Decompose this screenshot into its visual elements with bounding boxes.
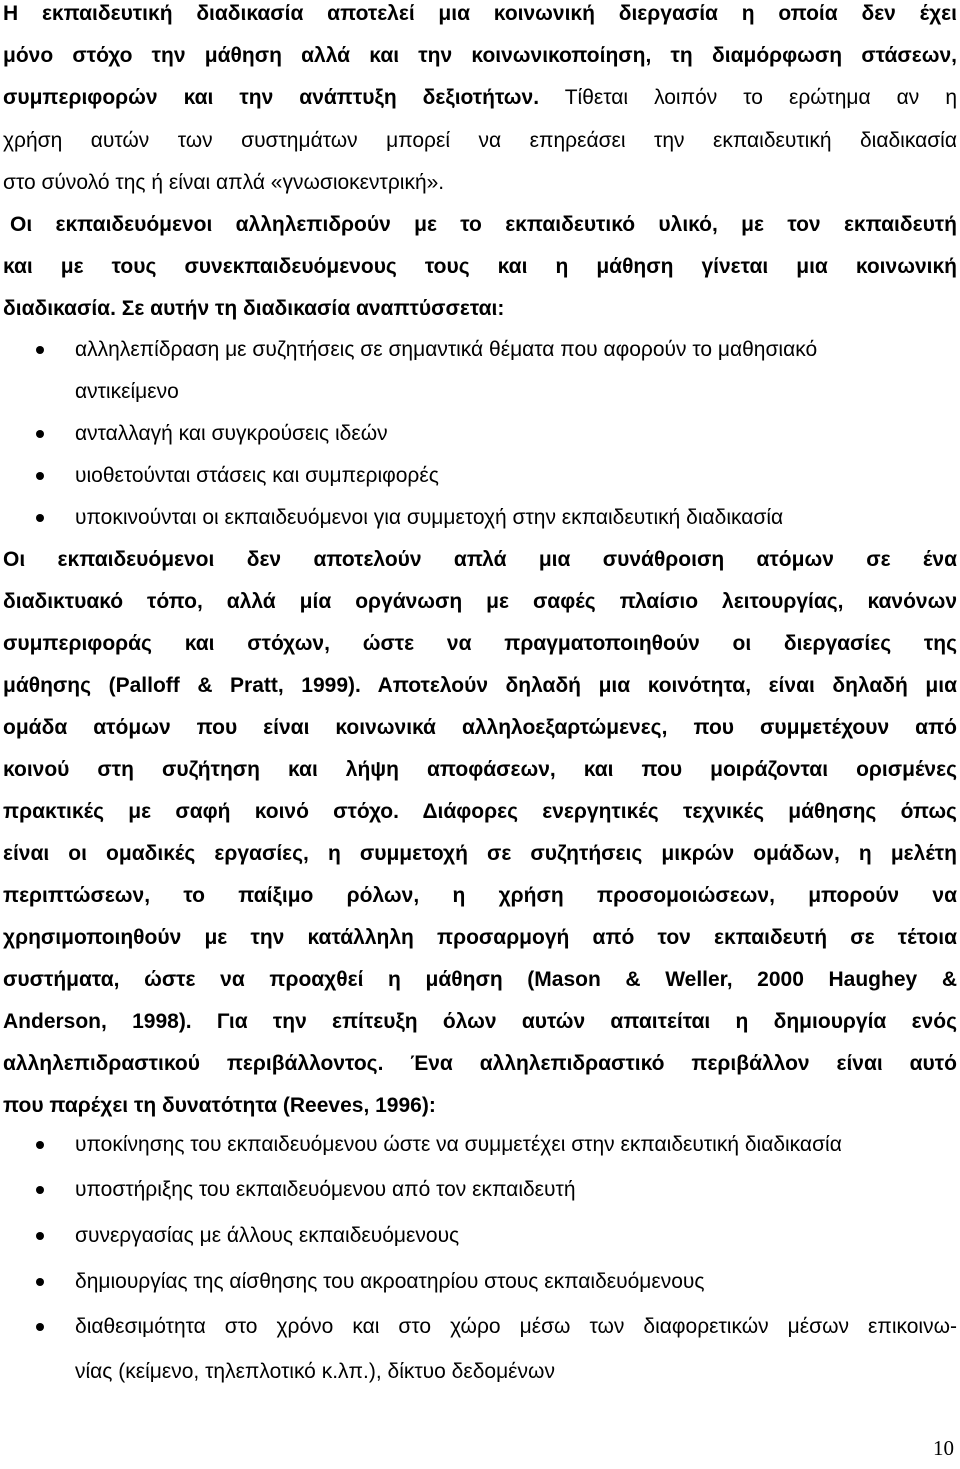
list-item-text: υποστήριξης του εκπαιδευόμενου από τον εκπαιδευτή [75, 1178, 576, 1201]
paragraph-3-line-4 [3, 672, 957, 700]
paragraph-3-line-3: συμπεριφοράς και στόχων, ώστε να πραγματοποιηθούν οι διεργασίες της [3, 632, 957, 655]
paragraph-3-line-9: περιπτώσεων, το παίξιμο ρόλων, η χρήση προσομοιώσεων, μπορούν να [3, 884, 957, 907]
paragraph-2-line-2: και με τους συνεκπαιδευόμενους τους και η μάθηση γίνεται μια κοινωνική [3, 255, 957, 278]
bullet-icon [36, 472, 44, 480]
paragraph-1-line-2: μόνο στόχο την μάθηση αλλά και την κοινωνικοποίηση, τη διαμόρφωση στάσεων, [3, 44, 957, 67]
paragraph-3-line-12 [3, 1008, 957, 1036]
paragraph-3-line-4-part-1: μάθησης (Palloff & Pratt, 1999). [3, 674, 361, 697]
bullet-icon [36, 1323, 44, 1331]
paragraph-2-line-3-bold: διαδικασία. [3, 297, 116, 320]
bullet-icon [36, 430, 44, 438]
paragraph-3-line-5: ομάδα ατόμων που είναι κοινωνικά αλληλοεξαρτώμενες, που συμμετέχουν από [3, 716, 957, 739]
list-item-text-continued: νίας (κείμενο, τηλεπλοτικό κ.λπ.), δίκτυο δεδομένων [75, 1360, 555, 1383]
bullet-icon [36, 346, 44, 354]
paragraph-3-line-1: Οι εκπαιδευόμενοι δεν αποτελούν απλά μια συνάθροιση ατόμων σε ένα [3, 548, 957, 571]
page-number: 10 [933, 1436, 954, 1460]
list-item-text: αλληλεπίδραση με συζητήσεις σε σημαντικά θέματα που αφορούν το μαθησιακό [75, 338, 818, 361]
paragraph-1-line-3 [3, 84, 957, 112]
list-item-text: υιοθετούνται στάσεις και συμπεριφορές [75, 464, 439, 487]
paragraph-3-line-13 [3, 1050, 957, 1078]
paragraph-1-line-5: στο σύνολό της ή είναι απλά «γνωσιοκεντρική». [3, 171, 445, 194]
bullet-icon [36, 1232, 44, 1240]
paragraph-2-line-3 [3, 295, 957, 323]
list-item-text: ανταλλαγή και συγκρούσεις ιδεών [75, 422, 388, 445]
paragraph-3-line-7-part-1: πρακτικές με σαφή κοινό στόχο. [3, 800, 399, 823]
paragraph-3-line-12-part-2: Για την επίτευξη όλων αυτών απαιτείται η δημιουργία ενός [191, 1010, 957, 1033]
paragraph-3-line-7 [3, 798, 957, 826]
paragraph-3-line-7-part-2: Διάφορες ενεργητικές τεχνικές μάθησης όπως [398, 800, 957, 823]
paragraph-3-line-13-part-2: Ένα αλληλεπιδραστικό περιβάλλον είναι αυτό [383, 1052, 957, 1075]
paragraph-3-line-12-part-1: Anderson, 1998). [3, 1010, 192, 1033]
paragraph-1-line-3-regular: Τίθεται λοιπόν το ερώτημα αν η [539, 86, 957, 109]
list-item-text: υποκινούνται οι εκπαιδευόμενοι για συμμετοχή στην εκπαιδευτική διαδικασία [75, 506, 784, 529]
paragraph-1-line-3-bold: συμπεριφορών και την ανάπτυξη δεξιοτήτων. [3, 86, 540, 109]
paragraph-3-line-10: χρησιμοποιηθούν με την κατάλληλη προσαρμογή από τον εκπαιδευτή σε τέτοια [3, 926, 957, 949]
paragraph-3-line-6: κοινού στη συζήτηση και λήψη αποφάσεων, και που μοιράζονται ορισμένες [3, 758, 957, 781]
paragraph-1-line-1: Η εκπαιδευτική διαδικασία αποτελεί μια κοινωνική διεργασία η οποία δεν έχει [3, 2, 957, 25]
paragraph-3-line-2: διαδικτυακό τόπο, αλλά μία οργάνωση με σαφές πλαίσιο λειτουργίας, κανόνων [3, 590, 957, 613]
bullet-icon [36, 1278, 44, 1286]
list-item-text: δημιουργίας της αίσθησης του ακροατηρίου στους εκπαιδευόμενους [75, 1270, 705, 1293]
list-item-text: υποκίνησης του εκπαιδευόμενου ώστε να συμμετέχει στην εκπαιδευτική διαδικασία [75, 1133, 842, 1156]
list-item-text: διαθεσιμότητα στο χρόνο και στο χώρο μέσω των διαφορετικών μέσων επικοινω- [75, 1315, 957, 1338]
paragraph-2-line-3-intro: Σε αυτήν τη διαδικασία αναπτύσσεται: [115, 297, 505, 320]
paragraph-3-line-13-part-1: αλληλεπιδραστικού περιβάλλοντος. [3, 1052, 384, 1075]
bullet-icon [36, 514, 44, 522]
list-item-text-continued: αντικείμενο [75, 380, 179, 403]
bullet-icon [36, 1141, 44, 1149]
paragraph-3-line-11: συστήματα, ώστε να προαχθεί η μάθηση (Mason & Weller, 2000 Haughey & [3, 968, 957, 991]
bullet-icon [36, 1186, 44, 1194]
paragraph-1-line-4: χρήση αυτών των συστημάτων μπορεί να επηρεάσει την εκπαιδευτική διαδικασία [3, 129, 957, 152]
paragraph-3-line-8: είναι οι ομαδικές εργασίες, η συμμετοχή σε συζητήσεις μικρών ομάδων, η μελέτη [3, 842, 957, 865]
list-item-text: συνεργασίας με άλλους εκπαιδευόμενους [75, 1224, 460, 1247]
paragraph-3-line-14: που παρέχει τη δυνατότητα (Reeves, 1996): [3, 1094, 436, 1117]
paragraph-3-line-4-part-2: Αποτελούν δηλαδή μια κοινότητα, είναι δηλαδή μια [360, 674, 957, 697]
paragraph-2-line-1: Οι εκπαιδευόμενοι αλληλεπιδρούν με το εκπαιδευτικό υλικό, με τον εκπαιδευτή [10, 213, 957, 236]
